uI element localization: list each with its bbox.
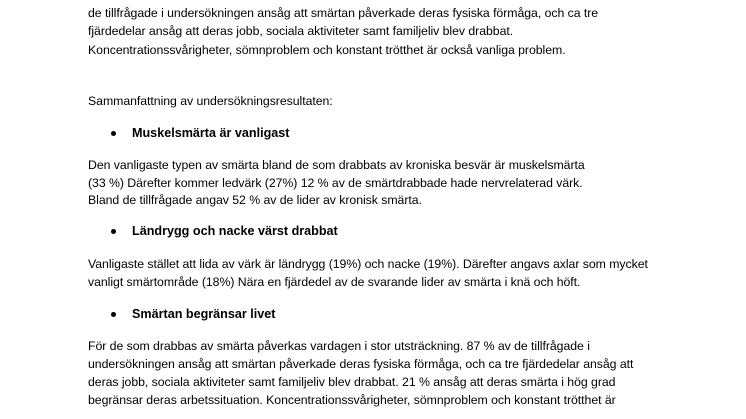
section-heading: Muskelsmärta är vanligast [132, 126, 290, 140]
intro-line: Koncentrationssvårigheter, sömnproblem och konstant trötthet är också vanliga problem. [88, 43, 566, 57]
intro-line: de tillfrågade i undersökningen ansåg att smärtan påverkade deras fysiska förmåga, och ca tre [88, 6, 599, 20]
body-line: Den vanligaste typen av smärta bland de som drabbats av kroniska besvär är muskelsmärta [88, 158, 585, 172]
body-line: (33 %) Därefter kommer ledvärk (27%) 12 % av de smärtdrabbade hade nervrelaterad värk. [88, 176, 583, 190]
summary-label: Sammanfattning av undersökningsresultaten: [88, 94, 333, 108]
section-heading: Ländrygg och nacke värst drabbat [132, 224, 338, 238]
section-heading: Smärtan begränsar livet [132, 307, 276, 321]
body-line: undersökningen ansåg att smärtan påverkade deras fysiska förmåga, och ca tre fjärdedelar ansåg att [88, 357, 634, 371]
body-line: vanligt smärtområde (18%) Nära en fjärdedel av de svarande lider av smärta i knä och höft. [88, 275, 581, 289]
body-line: För de som drabbas av smärta påverkas vardagen i stor utsträckning. 87 % av de tillfrågade i [88, 339, 590, 353]
body-line: Vanligaste stället att lida av värk är ländrygg (19%) och nacke (19%). Därefter angavs axlar som mycket [88, 257, 648, 271]
body-line: deras jobb, sociala aktiviteter samt familjeliv blev drabbat. 21 % ansåg att deras smärta i hög grad [88, 375, 616, 389]
intro-line: fjärdedelar ansåg att deras jobb, sociala aktiviteter samt familjeliv blev drabbat. [88, 24, 514, 38]
body-line: begränsar deras arbetssituation. Koncentrationssvårigheter, sömnproblem och konstant trötthet är [88, 393, 616, 407]
bullet-icon [111, 131, 116, 136]
bullet-icon [111, 229, 116, 234]
bullet-icon [111, 312, 116, 317]
body-line: Bland de tillfrågade angav 52 % av de lider av kronisk smärta. [88, 193, 422, 207]
